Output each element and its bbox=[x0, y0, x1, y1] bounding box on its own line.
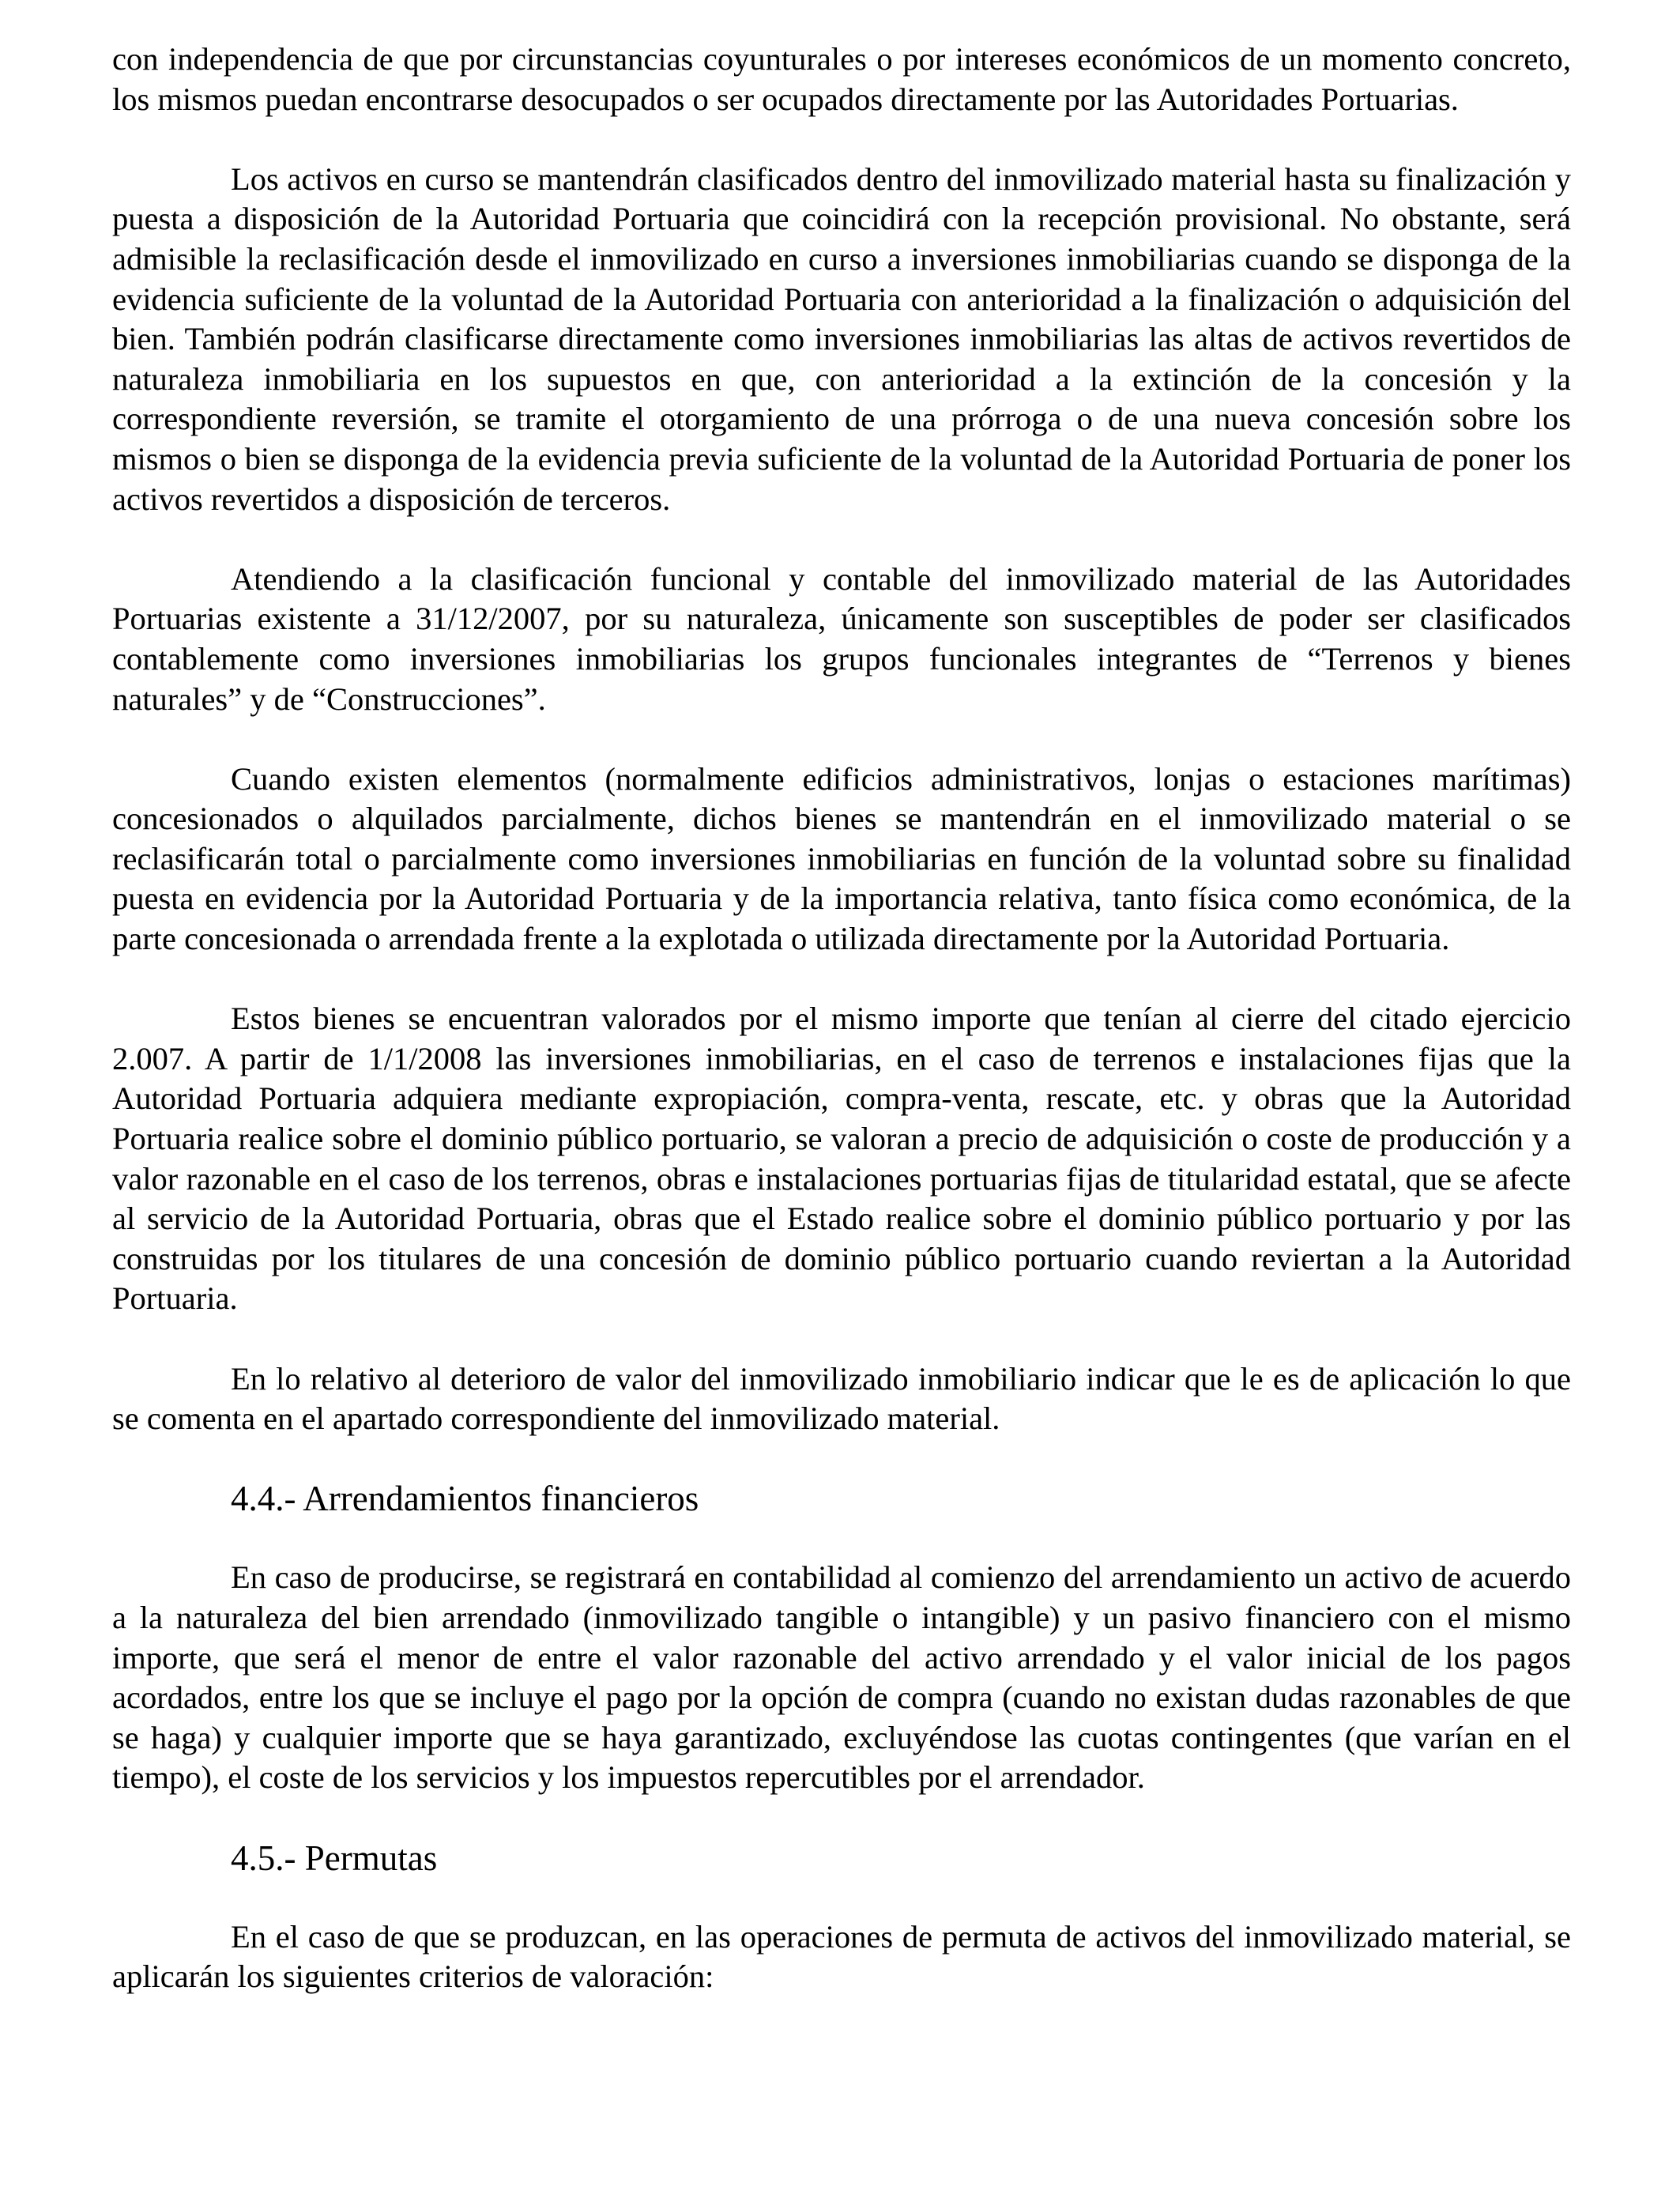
paragraph-activos-en-curso: Los activos en curso se mantendrán clasificados dentro del inmovilizado material hasta su finalización y puesta a disposición de la Autoridad Portuaria que coincidirá con la recepción provisional. No obstante, será admisible la reclasificación desde el inmovilizado en curso a inversiones inmobiliarias cuando se disponga de la evidencia suficiente de la voluntad de la Autoridad Portuaria con anterioridad a la finalización o adquisición del bien. También podrán clasificarse directamente como inversiones inmobiliarias las altas de activos revertidos de naturaleza inmobiliaria en los supuestos en que, con anterioridad a la extinción de la concesión y la correspondiente reversión, se tramite el otorgamiento de una prórroga o de una nueva concesión sobre los mismos o bien se disponga de la evidencia previa suficiente de la voluntad de la Autoridad Portuaria de poner los activos revertidos a disposición de terceros. bbox=[112, 160, 1571, 517]
paragraph-permutas: En el caso de que se produzcan, en las operaciones de permuta de activos del inmovilizado material, se aplicarán los siguientes criterios de valoración: bbox=[112, 1918, 1571, 1995]
section-heading-arrendamientos: 4.4.- Arrendamientos financieros bbox=[231, 1479, 699, 1519]
paragraph-elementos-concesionados: Cuando existen elementos (normalmente edificios administrativos, lonjas o estaciones marítimas) concesionados o alquilados parcialmente, dichos bienes se mantendrán en el inmovilizado material o se reclasificarán total o parcialmente como inversiones inmobiliarias en función de la voluntad sobre su finalidad puesta en evidencia por la Autoridad Portuaria y de la importancia relativa, tanto física como económica, de la parte concesionada o arrendada frente a la explotada o utilizada directamente por la Autoridad Portuaria. bbox=[112, 760, 1571, 957]
paragraph-continuation: con independencia de que por circunstancias coyunturales o por intereses económicos de un momento concreto, los mismos puedan encontrarse desocupados o ser ocupados directamente por las Autoridades Portuarias. bbox=[112, 41, 1571, 117]
document-page bbox=[112, 40, 1571, 1997]
paragraph-clasificacion-funcional: Atendiendo a la clasificación funcional y contable del inmovilizado material de las Autoridades Portuarias existente a 31/12/2007, por su naturaleza, únicamente son susceptibles de poder ser clasificados contablemente como inversiones inmobiliarias los grupos funcionales integrantes de “Terrenos y bienes naturales” y de “Construcciones”. bbox=[112, 560, 1571, 717]
paragraph-deterioro-valor: En lo relativo al deterioro de valor del inmovilizado inmobiliario indicar que le es de aplicación lo que se comenta en el apartado correspondiente del inmovilizado material. bbox=[112, 1360, 1571, 1437]
section-heading-permutas: 4.5.- Permutas bbox=[231, 1838, 438, 1878]
paragraph-arrendamientos: En caso de producirse, se registrará en contabilidad al comienzo del arrendamiento un activo de acuerdo a la naturaleza del bien arrendado (inmovilizado tangible o intangible) y un pasivo financiero con el mismo importe, que será el menor de entre el valor razonable del activo arrendado y el valor inicial de los pagos acordados, entre los que se incluye el pago por la opción de compra (cuando no existan dudas razonables de que se haga) y cualquier importe que se haya garantizado, excluyéndose las cuotas contingentes (que varían en el tiempo), el coste de los servicios y los impuestos repercutibles por el arrendador. bbox=[112, 1559, 1571, 1796]
paragraph-valoracion-bienes: Estos bienes se encuentran valorados por el mismo importe que tenían al cierre del citado ejercicio 2.007. A partir de 1/1/2008 las inversiones inmobiliarias, en el caso de terrenos e instalaciones fijas que la Autoridad Portuaria adquiera mediante expropiación, compra-venta, rescate, etc. y obras que la Autoridad Portuaria realice sobre el dominio público portuario, se valoran a precio de adquisición o coste de producción y a valor razonable en el caso de los terrenos, obras e instalaciones portuarias fijas de titularidad estatal, que se afecte al servicio de la Autoridad Portuaria, obras que el Estado realice sobre el dominio público portuario y por las construidas por los titulares de una concesión de dominio público portuario cuando reviertan a la Autoridad Portuaria. bbox=[112, 1001, 1571, 1317]
